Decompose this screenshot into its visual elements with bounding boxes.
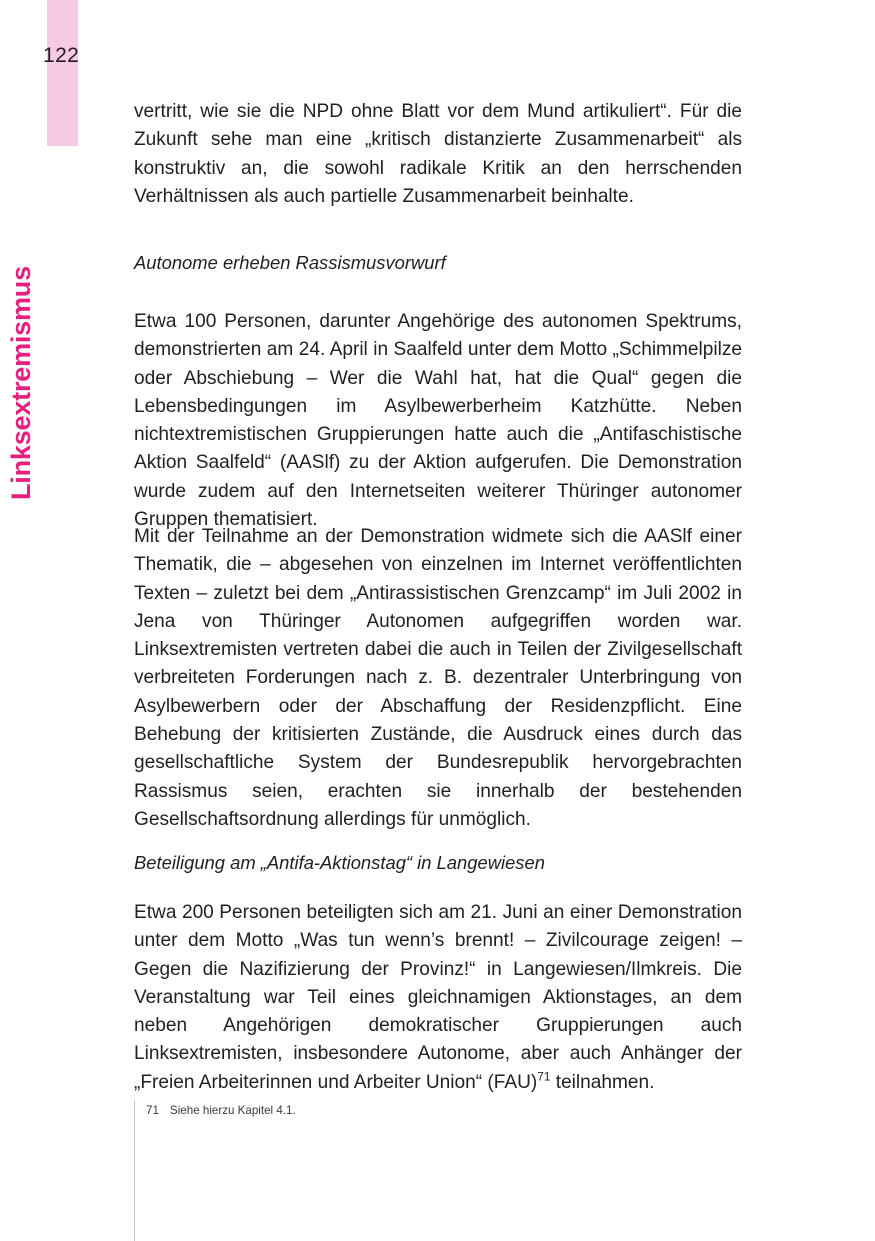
paragraph-4-text-after-ref: teilnahmen. [550, 1071, 655, 1093]
section-label-linksextremismus: Linksextremismus [6, 266, 36, 500]
section-color-band [47, 0, 78, 146]
section-label-container [6, 180, 89, 500]
subheading-antifa-aktionstag-langewiesen: Beteiligung am „Antifa-Aktionstag“ in Langewiesen [134, 852, 545, 873]
page-number: 122 [43, 44, 80, 67]
footnote-text: Siehe hierzu Kapitel 4.1. [170, 1104, 296, 1117]
paragraph-1: vertritt, wie sie die NPD ohne Blatt vor dem Mund artikuliert“. Für die Zukunft sehe man eine „kritisch distanzierte Zusammenarbeit“ als konstruktiv an, die sowohl radikale Kritik an den herrschenden Verhältnissen als auch partielle Zusammenarbeit beinhalte. [134, 101, 742, 207]
paragraph-3: Mit der Teilnahme an der Demonstration widmete sich die AASlf einer Thematik, die – abgesehen von einzelnen im Internet veröffentlichten Texten – zuletzt bei dem „Antirassistischen Grenzcamp“ im Juli 2002 in Jena von Thüringer Autonomen aufgegriffen worden war. Linksextremisten vertreten dabei die auch in Teilen der Zivilgesellschaft verbreiteten Forderungen nach z. B. dezentraler Unterbringung von Asylbewerbern oder der Abschaffung der Residenzpflicht. Eine Behebung der kritisierten Zustände, die Ausdruck eines durch das gesellschaftliche System der Bundesrepublik hervorgebrachten Rassismus seien, erachten sie innerhalb der bestehenden Gesellschaftsordnung allerdings für unmöglich. [134, 526, 742, 830]
footnote-separator-rule [134, 1100, 135, 1241]
paragraph-2: Etwa 100 Personen, darunter Angehörige des autonomen Spektrums, demonstrierten am 24. April in Saalfeld unter dem Motto „Schimmelpilze oder Abschiebung – Wer die Wahl hat, hat die Qual“ gegen die Lebensbedingungen im Asylbewerberheim Katzhütte. Neben nichtextremistischen Gruppierungen hatte auch die „Antifaschistische Aktion Saalfeld“ (AASlf) zu der Aktion aufgerufen. Die Demonstration wurde zudem auf den Internetseiten weiterer Thüringer autonomer Gruppen thematisiert. [134, 311, 742, 531]
paragraph-4-text-before-ref: Etwa 200 Personen beteiligten sich am 21. Juni an einer Demonstration unter dem Motto „Was tun wenn’s brennt! – Zivilcourage zeigen! – Gegen die Nazifizierung der Provinz!“ in Langewiesen/Ilmkreis. Die Veranstaltung war Teil eines gleichnamigen Aktionstages, an dem neben Angehörigen demokratischer Gruppierungen auch Linksextremisten, insbesondere Autonome, aber auch Anhänger der „Freien Arbeiterinnen und Arbeiter Union“ (FAU) [134, 902, 742, 1093]
footnote-reference-71[interactable]: 71 [537, 1069, 551, 1084]
footnote-entry-71 [146, 1103, 706, 1119]
footnote-number: 71 [146, 1104, 159, 1117]
main-text-column [134, 0, 742, 1241]
paragraph-4 [134, 899, 742, 1097]
subheading-autonome-rassismusvorwurf: Autonome erheben Rassismusvorwurf [134, 252, 446, 273]
